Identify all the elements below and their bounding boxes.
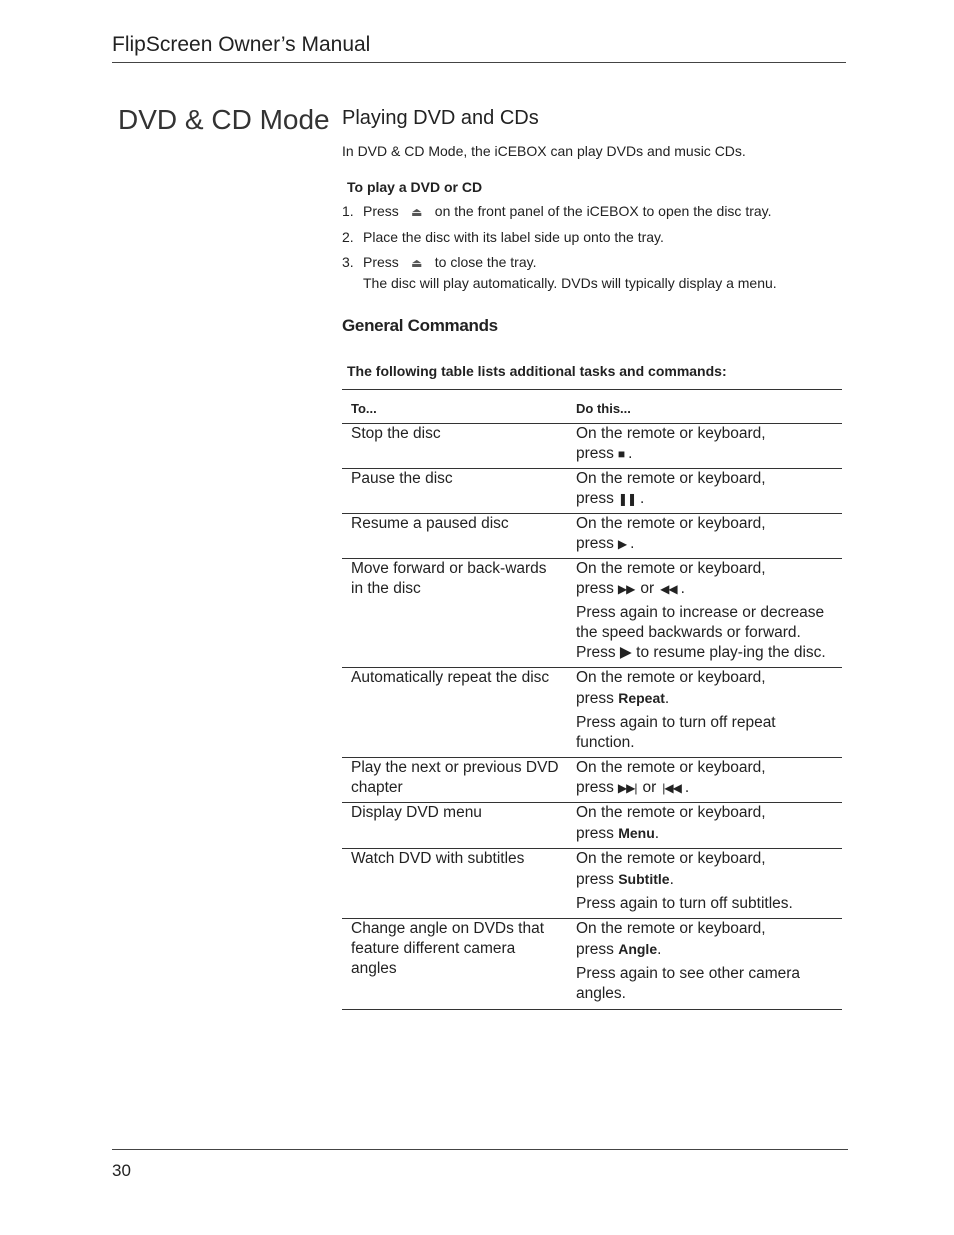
press-line — [576, 534, 834, 554]
action-cell — [567, 559, 842, 668]
press-line — [576, 778, 834, 798]
press-word: press — [576, 580, 614, 597]
instruction-line: On the remote or keyboard, — [576, 759, 766, 776]
steps-heading: To play a DVD or CD — [347, 179, 483, 195]
table-caption: The following table lists additional tasks and commands: — [347, 363, 727, 379]
task-cell: Watch DVD with subtitles — [342, 849, 567, 919]
press-word: press — [576, 941, 614, 958]
step-number: 1. — [342, 203, 354, 219]
step-number: 2. — [342, 229, 354, 245]
task-cell: Change angle on DVDs that feature different camera angles — [342, 919, 567, 1010]
section-title: DVD & CD Mode — [118, 104, 330, 135]
list-item — [342, 227, 842, 247]
list-item — [342, 252, 842, 293]
press-line — [576, 444, 834, 464]
commands-table — [342, 389, 842, 1010]
instruction-line: On the remote or keyboard, — [576, 425, 766, 442]
step-text-after: on the front panel of the iCEBOX to open the disc tray. — [434, 203, 772, 219]
eject-icon: ⏏ — [411, 256, 423, 270]
commands-heading: General Commands — [342, 316, 498, 335]
table-header-row — [342, 390, 842, 424]
extra-note: Press again to turn off repeat function. — [576, 714, 776, 751]
table-row — [342, 514, 842, 559]
press-line — [576, 489, 834, 509]
instruction-line: On the remote or keyboard, — [576, 804, 766, 821]
instruction-line: On the remote or keyboard, — [576, 515, 766, 532]
table-row — [342, 803, 842, 849]
main-content — [342, 105, 842, 1010]
press-line — [576, 939, 834, 960]
page-number: 30 — [112, 1161, 131, 1180]
step-text-after: to close the tray. — [434, 254, 537, 270]
stop-icon: ■ — [617, 447, 625, 461]
next-chapter-icon: ▶▶| — [617, 781, 637, 795]
instruction-line: On the remote or keyboard, — [576, 560, 766, 577]
button-name: Angle — [618, 941, 658, 957]
header-rule — [112, 62, 846, 63]
press-word: press — [576, 535, 614, 552]
button-name: Subtitle — [618, 871, 670, 887]
task-cell: Move forward or back-wards in the disc — [342, 559, 567, 668]
table-row — [342, 559, 842, 668]
press-word: press — [576, 490, 614, 507]
play-icon: ▶ — [617, 537, 627, 551]
period: . — [684, 779, 690, 796]
task-cell: Display DVD menu — [342, 803, 567, 849]
button-name: Menu — [618, 825, 655, 841]
column-header-action: Do this... — [567, 390, 842, 424]
instruction-line: On the remote or keyboard, — [576, 669, 766, 686]
or-word: or — [642, 779, 657, 796]
press-word: press — [576, 690, 614, 707]
previous-chapter-icon: |◀◀ — [662, 781, 681, 795]
intro-paragraph: In DVD & CD Mode, the iCEBOX can play DVDs and music CDs. — [342, 143, 746, 159]
action-cell — [567, 758, 842, 803]
action-cell — [567, 919, 842, 1010]
fast-forward-icon: ▶▶ — [617, 582, 635, 596]
step-text-before: Press — [363, 254, 399, 270]
period: . — [669, 871, 674, 888]
rewind-icon: ◀◀ — [660, 582, 677, 596]
step-text-before: Press — [363, 203, 399, 219]
action-cell — [567, 849, 842, 919]
running-header: FlipScreen Owner’s Manual — [112, 33, 371, 56]
extra-note: Press again to see other camera angles. — [576, 965, 801, 1002]
column-header-task: To... — [342, 390, 567, 424]
table-row — [342, 849, 842, 919]
table-row — [342, 469, 842, 514]
extra-note: Press again to increase or decrease the speed backwards or forward. Press ▶ to resume play-ing the disc. — [576, 604, 826, 661]
step-text — [363, 252, 842, 293]
eject-icon: ⏏ — [411, 205, 423, 219]
press-word: press — [576, 779, 614, 796]
press-word: press — [576, 445, 614, 462]
step-text — [363, 227, 842, 247]
or-word: or — [640, 580, 655, 597]
table-row — [342, 758, 842, 803]
period: . — [680, 580, 685, 597]
table-row — [342, 919, 842, 1010]
instruction-line: On the remote or keyboard, — [576, 470, 766, 487]
press-line — [576, 869, 834, 890]
task-cell: Stop the disc — [342, 424, 567, 469]
action-cell — [567, 803, 842, 849]
action-cell — [567, 469, 842, 514]
press-word: press — [576, 825, 614, 842]
press-line — [576, 823, 834, 844]
table-row — [342, 668, 842, 758]
step-text-before: Place the disc with its label side up onto the tray. — [363, 229, 664, 245]
action-cell — [567, 668, 842, 758]
period: . — [640, 490, 645, 507]
period: . — [630, 535, 635, 552]
step-number: 3. — [342, 254, 354, 270]
instruction-line: On the remote or keyboard, — [576, 850, 766, 867]
task-cell: Resume a paused disc — [342, 514, 567, 559]
button-name: Repeat — [618, 690, 665, 706]
table-row — [342, 424, 842, 469]
task-cell: Play the next or previous DVD chapter — [342, 758, 567, 803]
step-text — [363, 201, 842, 222]
period: . — [664, 690, 670, 707]
press-line — [576, 579, 834, 599]
instruction-line: On the remote or keyboard, — [576, 920, 766, 937]
page-heading: Playing DVD and CDs — [342, 107, 539, 129]
footer-rule — [112, 1149, 848, 1150]
task-cell: Pause the disc — [342, 469, 567, 514]
pause-icon: ❚❚ — [617, 492, 637, 506]
steps-list — [342, 201, 842, 293]
extra-note: Press again to turn off subtitles. — [576, 895, 793, 912]
action-cell — [567, 514, 842, 559]
press-word: press — [576, 871, 614, 888]
step-note: The disc will play automatically. DVDs will typically display a menu. — [363, 275, 777, 291]
period: . — [657, 941, 662, 958]
press-line — [576, 688, 834, 709]
task-cell: Automatically repeat the disc — [342, 668, 567, 758]
action-cell — [567, 424, 842, 469]
period: . — [654, 825, 660, 842]
list-item — [342, 201, 842, 222]
period: . — [628, 445, 633, 462]
